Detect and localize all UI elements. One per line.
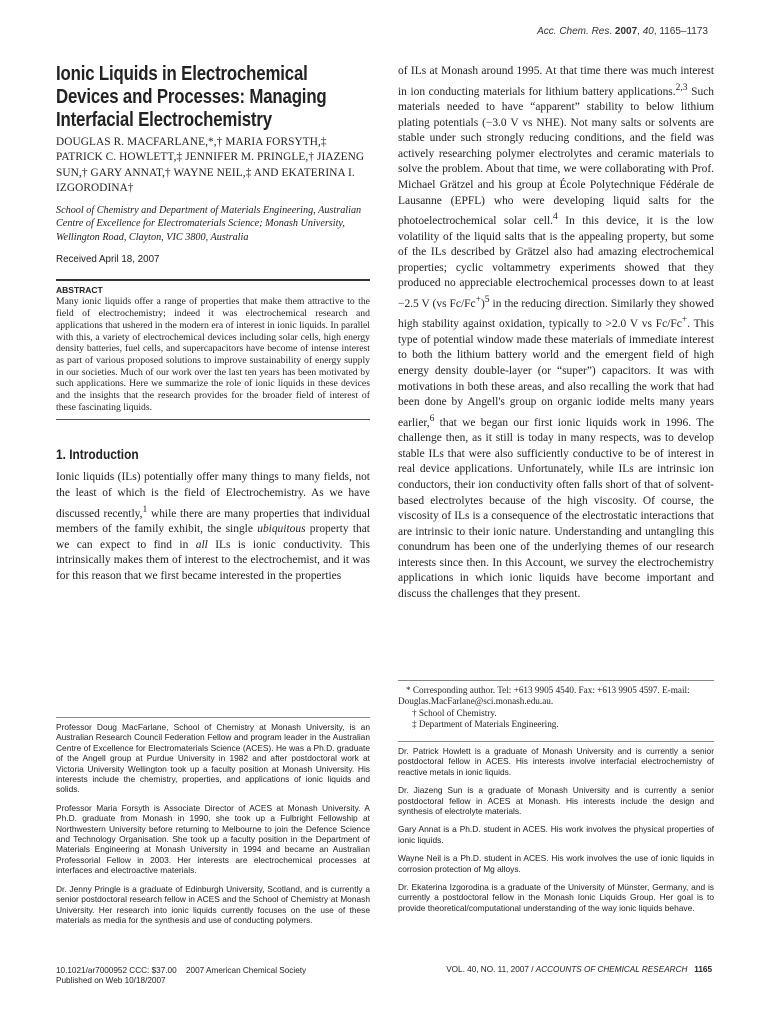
author-bios-right — [398, 741, 714, 921]
right-column — [398, 62, 714, 603]
bio-paragraph: Wayne Neil is a Ph.D. student in ACES. His work involves the use of ionic liquids in corrosion protection of Mg alloys. — [398, 853, 714, 874]
reference-mark[interactable]: 2,3 — [675, 81, 688, 93]
bio-paragraph: Professor Maria Forsyth is Associate Director of ACES at Monash University. A Ph.D. graduate from Monash in 1990, she took up a Fulbright Fellowship at Northwestern University before returning to Melbourne to join the Defence Science and Technology Organisation. She took up a faculty position in the Department of Materials Engineering at Monash University in 1994 and became an Australian Professorial Fellow in 2003. Her interests are electrochemical processes at interfaces and electroactive materials. — [56, 802, 370, 876]
reference-mark[interactable]: 5 — [484, 293, 490, 305]
received-date: Received April 18, 2007 — [56, 254, 160, 266]
running-head-journal: Acc. Chem. Res. — [537, 26, 613, 37]
section-heading: 1. Introduction — [56, 446, 139, 463]
bio-paragraph: Gary Annat is a Ph.D. student in ACES. His work involves the physical properties of ionic liquids. — [398, 824, 714, 845]
affiliation: School of Chemistry and Department of Materials Engineering, Australian Centre of Excellence for Electromaterials Science; Monash University, Wellington Road, Clayton, VIC 3800, Australia — [56, 204, 362, 243]
intro-paragraph-right: of ILs at Monash around 1995. At that time there was much interest in ion conducting materials for lithium battery applications.$^{2,3}$ Such materials needed to have “apparent” stability to below lithium plating potentials (−3.0 V vs NHE). Not many salts or solvents are stable under such strongly reducing conditions, and the field was actively researching polymer electrolytes and ceramic materials to solve the problem. About that time, we were collaborating with Prof. Michael Grätzel and his group at École Polytechnique Fédérale de Lausanne (EPFL) who were developing liquid salts for the photoelectrochemical solar cell.$^4$ In this device, it is the low volatility of the liquid salts that is the appealing property, but some of the ILs described by Grätzel also had amazing electrochemical properties; cyclic voltammetry experiments showed that they produced no appreciable electrochemical processes down to at least −2.5 V (vs Fc/Fc+)$^5$ in the reducing direction. Similarly they showed high stability against oxidation, typically to >2.0 V vs Fc/Fc+. This type of potential window made these materials of immediate interest to both the lithium battery world and the emergent field of high energy density double-layer (or “super”) capacitors. It was with motivations in both these areas, and also recalling the work that had been done by Angell's group on organic iodide melts many years earlier,$^6$ that we began our first ionic liquids work in 1996. The challenge then, as it still is today in many respects, was to develop stable ILs that were also sufficiently conductive to be of interest in real device applications. Unfortunately, while ILs are intrinsic ion conductors, their ion conductivity often falls short of that of solvent-based electrolytes because of the high viscosity. Of course, the viscosity of ILs is a consequence of the electrostatic interactions that are intrinsic to their ionic nature. Understanding and untangling this conundrum has been one of the underlying themes of our research interests since then. In this Account, we survey the electrochemistry applications in which ionic liquids have become important and discuss the challenges that they present. — [398, 65, 715, 601]
footnote-corresponding: * Corresponding author. Tel: +613 9905 4540. Fax: +613 9905 4597. E-mail: Douglas.MacFarlane@sci.monash.edu.au. — [398, 685, 690, 707]
abstract-heading: ABSTRACT — [56, 285, 103, 296]
abstract-text: Many ionic liquids offer a range of properties that make them attractive to the field of electrochemistry; indeed it was electrochemical research and applications that ushered in the modern era of interest in ionic liquids. In parallel with this, a variety of electrochemical devices including solar cells, high energy density batteries, fuel cells, and supercapacitors have become of intense interest as part of various proposed solutions to improve sustainability of energy supply in our societies. Much of our work over the last ten years has been motivated by such applications. Here we summarize the role of ionic liquids in these devices and the insights that the research provides for the broader field of interest of these fascinating liquids. — [56, 296, 370, 413]
bio-paragraph: Dr. Ekaterina Izgorodina is a graduate of the University of Münster, Germany, and is currently a postdoctoral fellow in the Monash Ionic Liquids Group. Her goal is to provide theoretical/computational understanding of the way ionic liquids behave. — [398, 882, 714, 913]
footer-journal: VOL. 40, NO. 11, 2007 / ACCOUNTS OF CHEMICAL RESEARCH 1165 — [446, 965, 712, 974]
page-number: 1165 — [694, 965, 712, 974]
published-date: Published on Web 10/18/2007 — [56, 976, 166, 985]
reference-mark[interactable]: 6 — [429, 412, 435, 424]
article-title: Ionic Liquids in Electrochemical Devices and Processes: Managing Interfacial Electrochemistry — [56, 62, 327, 131]
doi-text: 10.1021/ar7000952 CCC: $37.00 — [56, 966, 177, 975]
author-bios-left — [56, 717, 370, 933]
reference-mark[interactable]: 4 — [553, 211, 558, 223]
abstract-box — [56, 279, 370, 420]
bio-paragraph: Dr. Jenny Pringle is a graduate of Edinburgh University, Scotland, and is currently a senior postdoctoral research fellow in ACES and the School of Chemistry at Monash University. Her research into ionic liquids currently focuses on the use of these materials as media for the synthesis and use of conducting polymers. — [56, 883, 370, 925]
bio-paragraph: Dr. Patrick Howlett is a graduate of Monash University and is currently a senior postdoctoral fellow in ACES. His interests involve interfacial electrochemistry of reactive metals in ionic liquids. — [398, 746, 714, 777]
bio-paragraph: Dr. Jiazeng Sun is a graduate of Monash University and is currently a senior postdoctoral fellow in ACES at Monash. His interests include the design and synthesis of electrolyte materials. — [398, 785, 714, 817]
footer-copyright: 2007 American Chemical Society — [186, 966, 307, 975]
footer-journal-name: ACCOUNTS OF CHEMICAL RESEARCH — [535, 965, 688, 974]
footnote-double-dagger: ‡ Department of Materials Engineering. — [412, 718, 559, 729]
footnotes — [398, 680, 714, 730]
intro-paragraph-left: Ionic liquids (ILs) potentially offer many things to many fields, not the least of which is the field of Electrochemistry. As we have discussed recently,$^1$ while there are many properties that individual members of the family exhibit, the single ubiquitous property that we can expect to find in all ILs is ionic conductivity. This intrinsically makes them of interest to the electrochemist, and it was for this reason that we first became interested in the properties — [56, 471, 370, 582]
bio-paragraph: Professor Doug MacFarlane, School of Chemistry at Monash University, is an Australian Research Council Federation Fellow and program leader in the Australian Centre of Excellence for Electromaterials Science (ACES). He was a Ph.D. graduate of the Angell group at Purdue University in 1982 and after postdoctoral work at Victoria University Wellington took up a faculty position at Monash University. His interests include the chemistry, properties, and applications of ionic liquids and solids. — [56, 722, 370, 795]
footnote-dagger: † School of Chemistry. — [412, 707, 497, 718]
footer-volume: VOL. 40, NO. 11, 2007 — [446, 965, 529, 974]
left-column — [56, 62, 370, 584]
footer-doi — [56, 966, 177, 986]
running-head-volume: 40 — [642, 26, 654, 37]
running-head-pages: 1165–1173 — [659, 26, 708, 37]
reference-mark[interactable]: 1 — [142, 503, 148, 515]
running-head: Acc. Chem. Res. 2007, 40, 1165–1173 — [537, 26, 708, 37]
running-head-year: 2007 — [614, 26, 638, 37]
author-list: DOUGLAS R. MACFARLANE,*,† MARIA FORSYTH,‡ PATRICK C. HOWLETT,‡ JENNIFER M. PRINGLE,† JIAZENG SUN,† GARY ANNAT,† WAYNE NEIL,‡ AND EKATERINA I. IZGORODINA† — [56, 136, 365, 195]
